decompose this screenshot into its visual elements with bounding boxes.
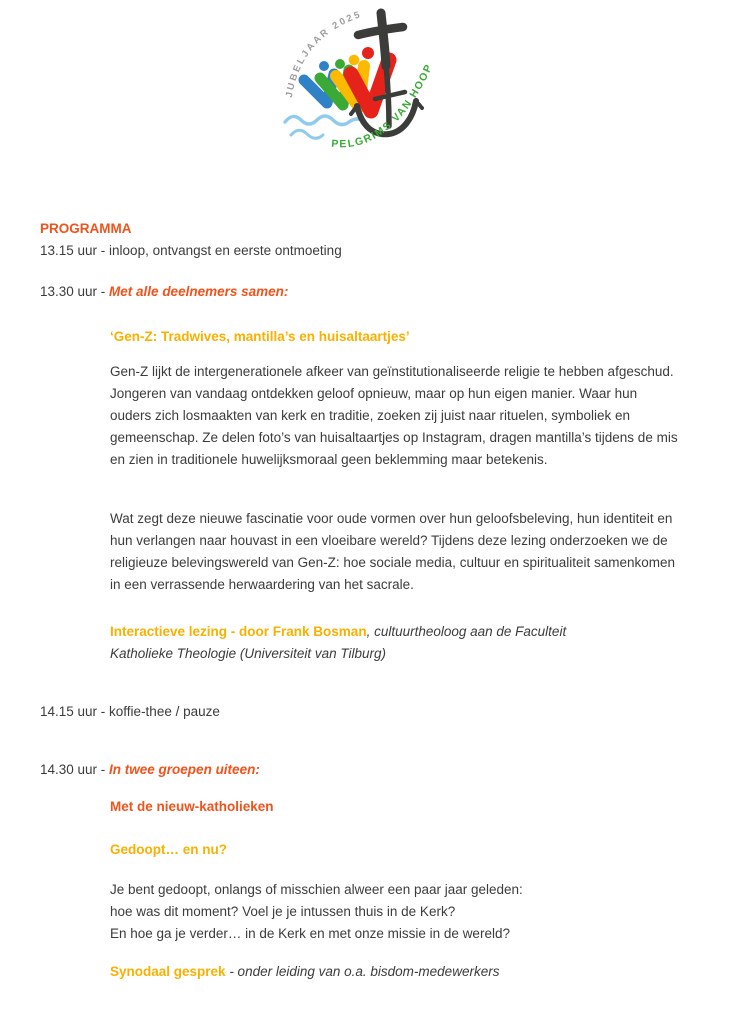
schedule-time-1330: 13.30 uur - [40,284,110,299]
page-title: PROGRAMMA [40,221,132,236]
group-body [110,879,682,945]
group-body-line-3: En hoe ga je verder… in de Kerk en met onze missie in de wereld? [110,926,510,941]
schedule-emphasis-1330: Met alle deelnemers samen: [109,284,289,299]
group-credit-rest: - onder leiding van o.a. bisdom-medewerkers [225,964,500,979]
lecture-paragraph-2: Wat zegt deze nieuwe fascinatie voor oude vormen over hun geloofsbeleving, hun identiteit en hun verlangen naar houvast in een vloeibare wereld? Tijdens deze lezing onderzoeken we de religieuze belevingswereld van Gen-Z: hoe sociale media, cultuur en spiritualiteit samenkomen in een verrassende herwaardering van het sacrale. [110,511,676,592]
schedule-item-1330 [40,281,288,303]
schedule-item-1315: 13.15 uur - inloop, ontvangst en eerste ontmoeting [40,243,342,258]
group-body-line-2: hoe was dit moment? Voel je je intussen thuis in de Kerk? [110,904,456,919]
group-session-title: Gedoopt… en nu? [110,842,227,857]
group-heading: Met de nieuw-katholieken [110,799,274,814]
lecture-credit-rest: , cultuurtheoloog aan de Faculteit [366,624,567,639]
lecture-paragraph-1: Gen-Z lijkt de intergenerationele afkeer van geïnstitutionaliseerde religie te hebben afgeschud. Jongeren van vandaag ontdekken geloof opnieuw, maar op hun eigen manier. Waar hun ouders zich losmaakten van kerk en traditie, zoeken zij juist naar rituelen, symboliek en gemeenschap. Ze delen foto’s van huisaltaartjes op Instagram, dragen mantilla’s tijdens de mis en zien in traditionele huwelijksmoraal geen beklemming maar betekenis. [110,364,678,467]
group-body-line-1: Je bent gedoopt, onlangs of misschien alweer een paar jaar geleden: [110,882,523,897]
pilgrim-figures-icon [304,47,389,111]
schedule-time-1430: 14.30 uur - [40,762,110,777]
schedule-item-1430 [40,759,260,781]
lecture-format-label: Interactieve lezing - door Frank Bosman [110,624,367,639]
schedule-item-1415: 14.15 uur - koffie-thee / pauze [40,704,220,719]
group-credit [110,961,499,983]
schedule-emphasis-1430: In twee groepen uiteen: [109,762,260,777]
waves-icon [285,116,365,138]
group-format-label: Synodaal gesprek [110,964,226,979]
lecture-credit [110,621,682,665]
lecture-title: ‘Gen-Z: Tradwives, mantilla’s en huisaltaartjes’ [110,329,410,344]
logo-jubeljaar-text: JUBELJAAR 2025 [283,8,364,99]
logo-pelgrims-text: PELGRIMS VAN HOOP [330,61,436,151]
lecture-credit-line-1 [110,621,682,643]
jubilee-2025-logo [277,4,473,166]
lecture-credit-line-2: Katholieke Theologie (Universiteit van Tilburg) [110,646,387,661]
